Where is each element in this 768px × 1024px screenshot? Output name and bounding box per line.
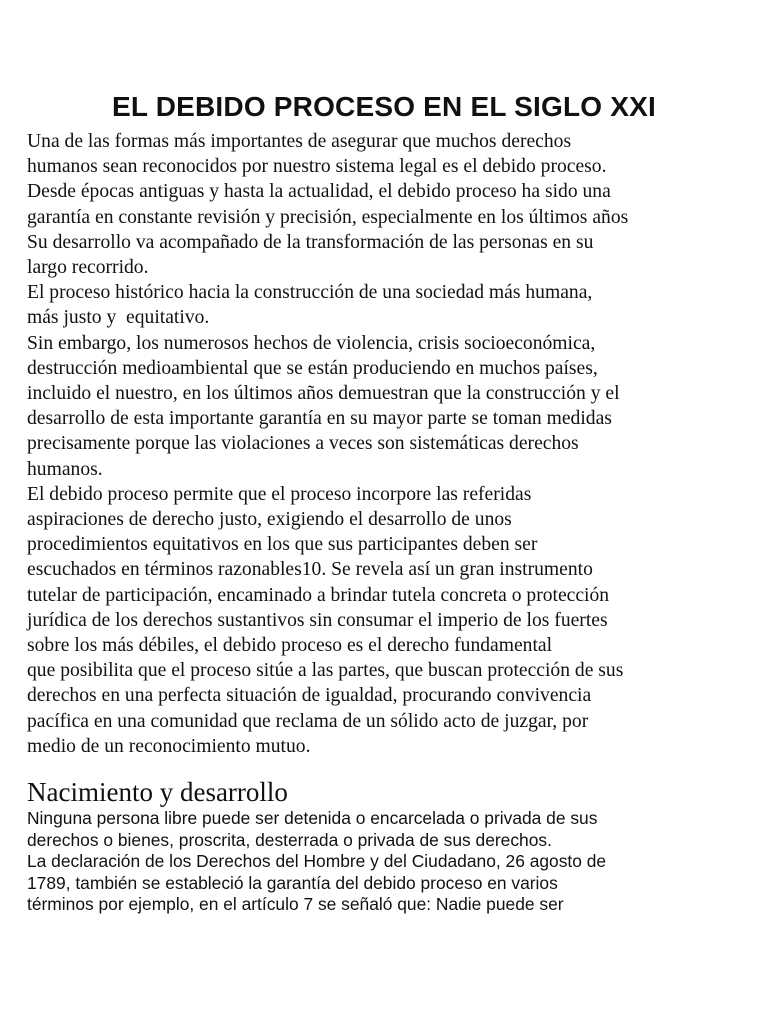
- text-line: La declaración de los Derechos del Hombre y del Ciudadano, 26 agosto de: [27, 851, 607, 872]
- intro-text: [27, 129, 757, 759]
- text-line: Una de las formas más importantes de asegurar que muchos derechos: [27, 131, 572, 152]
- text-line: incluido el nuestro, en los últimos años demuestran que la construcción y el: [27, 383, 620, 405]
- text-line: largo recorrido.: [27, 257, 149, 279]
- text-line: pacífica en una comunidad que reclama de un sólido acto de juzgar, por: [27, 710, 589, 732]
- text-line: desarrollo de esta importante garantía en su mayor parte se toman medidas: [27, 408, 612, 430]
- text-line: aspiraciones de derecho justo, exigiendo el desarrollo de unos: [27, 509, 512, 531]
- section-text: [27, 808, 757, 916]
- text-line: Sin embargo, los numerosos hechos de violencia, crisis socioeconómica,: [27, 332, 596, 354]
- text-line: humanos.: [27, 458, 103, 480]
- text-line: destrucción medioambiental que se están produciendo en muchos países,: [27, 357, 598, 379]
- text-line: más justo y equitativo.: [27, 307, 210, 329]
- text-line: garantía en constante revisión y precisión, especialmente en los últimos años: [27, 206, 629, 228]
- text-line: escuchados en términos razonables10. Se revela así un gran instrumento: [27, 559, 593, 581]
- text-line: 1789, también se estableció la garantía del debido proceso en varios: [27, 872, 558, 893]
- text-line: derechos o bienes, proscrita, desterrada o privada de sus derechos.: [27, 829, 552, 850]
- text-line: El debido proceso permite que el proceso incorpore las referidas: [27, 483, 532, 505]
- section-heading: Nacimiento y desarrollo: [27, 777, 288, 807]
- text-line: jurídica de los derechos sustantivos sin consumar el imperio de los fuertes: [27, 609, 608, 631]
- text-line: tutelar de participación, encaminado a brindar tutela concreta o protección: [27, 584, 610, 606]
- text-line: humanos sean reconocidos por nuestro sistema legal es el debido proceso.: [27, 156, 607, 178]
- text-line: sobre los más débiles, el debido proceso es el derecho fundamental: [27, 635, 553, 657]
- text-line: El proceso histórico hacia la construcción de una sociedad más humana,: [27, 282, 593, 304]
- text-line: medio de un reconocimiento mutuo.: [27, 735, 311, 757]
- text-line: Su desarrollo va acompañado de la transformación de las personas en su: [27, 231, 594, 253]
- text-line: Desde épocas antiguas y hasta la actualidad, el debido proceso ha sido una: [27, 181, 611, 203]
- text-line: Ninguna persona libre puede ser detenida o encarcelada o privada de sus: [27, 808, 598, 828]
- text-line: que posibilita que el proceso sitúe a las partes, que buscan protección de sus: [27, 660, 624, 682]
- text-line: precisamente porque las violaciones a veces son sistemáticas derechos: [27, 433, 579, 455]
- document-title: EL DEBIDO PROCESO EN EL SIGLO XXI: [112, 91, 656, 122]
- text-line: procedimientos equitativos en los que sus participantes deben ser: [27, 534, 538, 556]
- text-line: términos por ejemplo, en el artículo 7 se señaló que: Nadie puede ser: [27, 894, 564, 915]
- text-line: derechos en una perfecta situación de igualdad, procurando convivencia: [27, 685, 592, 707]
